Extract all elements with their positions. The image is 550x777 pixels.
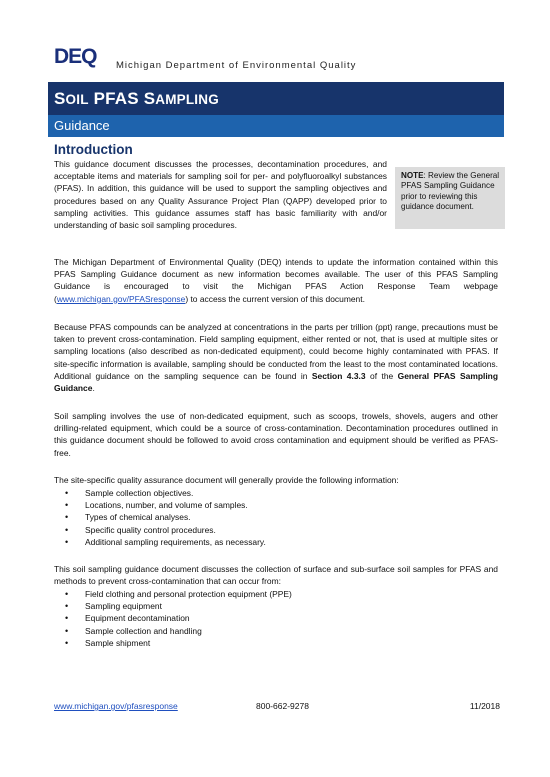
note-box [395,167,505,229]
list-item: • Sample collection objectives. [54,487,266,499]
paragraph-deq-update: The Michigan Department of Environmental Quality (DEQ) intends to update the information contained within this PFAS Sampling Guidance document as new information becomes available. The user of this PFAS Sampling Guidance is encouraged to visit the Michigan PFAS Action Response Team webpage (www.michigan.gov/PFASresponse) to access the current version of this document. [54,257,498,304]
note-text: NOTE: Review the General PFAS Sampling Guidance prior to reviewing this guidance document. [401,171,500,211]
list-item: • Sample collection and handling [54,625,292,637]
footer-url-link[interactable]: www.michigan.gov/pfasresponse [54,701,178,711]
paragraph-scope: This soil sampling guidance document discusses the collection of surface and sub-surface soil samples for PFAS and methods to prevent cross-contamination that can occur from: [54,564,498,587]
subtitle-bar [48,115,504,137]
contamination-sources-list [54,588,292,649]
deq-logo [54,46,106,68]
agency-name: Michigan Department of Environmental Quality [116,60,357,71]
list-item: • Equipment decontamination [54,612,292,624]
list-item: • Field clothing and personal protection equipment (PPE) [54,588,292,600]
list-item: • Sampling equipment [54,600,292,612]
footer-phone: 800-662-9278 [256,701,309,711]
paragraph-non-dedicated-equipment: Soil sampling involves the use of non-dedicated equipment, such as scoops, trowels, shovels, augers and other drilling-related equipment, which could be a source of cross-contamination. Decontamination procedures outlined in this guidance document should be followed to avoid cross contamination and equipment should be verified as PFAS-free. [54,411,498,458]
paragraph-qa-document: The site-specific quality assurance document will generally provide the following information: [54,475,399,485]
document-title: SOIL PFAS SAMPLING [54,89,219,108]
list-item: • Types of chemical analyses. [54,511,266,523]
paragraph-cross-contamination: Because PFAS compounds can be analyzed at concentrations in the parts per trillion (ppt) range, precautions must be taken to prevent cross-contamination. Field sampling equipment, either rented or not, that is used at multiple sites or sampling locations (also described as non-dedicated equipment), could become highly contaminated with PFAS. If site-specific information is available, sampling should be conducted from the least to the most contaminated locations. Additional guidance on the sampling sequence can be found in Section 4.3.3 of the General PFAS Sampling Guidance. [54,322,498,394]
document-subtitle: Guidance [54,118,110,133]
list-item: • Specific quality control procedures. [54,524,266,536]
page-header [54,44,514,72]
deq-logo-text: DEQ [54,45,97,68]
qa-info-list [54,487,266,548]
intro-paragraph: This guidance document discusses the processes, decontamination procedures, and acceptable items and materials for sampling soil for per- and polyfluoroalkyl substances (PFAS). In addition, this guidance will be used to support the sampling objectives and procedures based on any Quality Assurance Project Plan (QAPP) developed prior to sampling activities. This guidance assumes staff has basic familiarity with and/or understanding of basic soil sampling procedures. [54,159,387,231]
list-item: • Additional sampling requirements, as necessary. [54,536,266,548]
title-banner [48,82,504,115]
pfas-response-link[interactable]: www.michigan.gov/PFASresponse [56,293,186,304]
list-item: • Locations, number, and volume of samples. [54,499,266,511]
list-item: • Sample shipment [54,637,292,649]
section-heading-introduction: Introduction [54,142,133,157]
footer-date: 11/2018 [469,701,500,711]
